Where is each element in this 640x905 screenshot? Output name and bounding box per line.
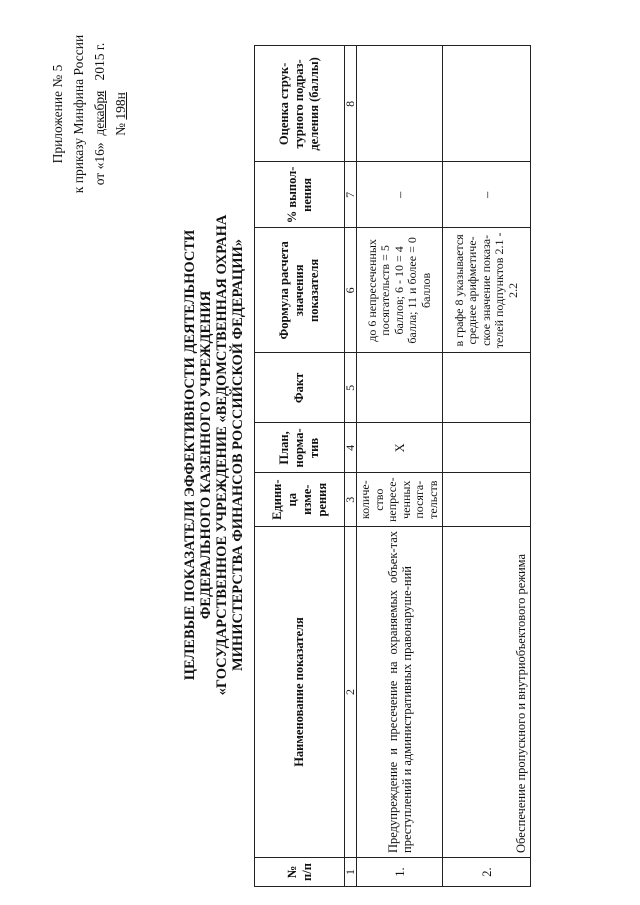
title-line: «ГОСУДАРСТВЕННОЕ УЧРЕЖДЕНИЕ «ВЕДОМСТВЕННАЯ ОХРАНА [214, 214, 230, 696]
column-number: 3 [345, 473, 357, 527]
row-plan [443, 423, 531, 473]
header-num: № п/п [255, 858, 345, 887]
appendix-header [47, 14, 131, 214]
row-percent: – [357, 162, 443, 228]
column-numbers-row [345, 46, 357, 887]
table-row [357, 46, 443, 887]
date-year: 2015 г. [92, 42, 107, 81]
row-unit [443, 473, 531, 527]
title-line: МИНИСТЕРСТВА ФИНАНСОВ РОССИЙСКОЙ ФЕДЕРАЦИИ» [230, 238, 246, 672]
header-fact: Факт [255, 353, 345, 423]
column-number: 6 [345, 228, 357, 353]
appendix-order-ref: к приказу Минфина России [71, 34, 86, 194]
row-num: 1. [357, 858, 443, 887]
header-score: Оценка струк-турного подраз-деления (баллы) [255, 46, 345, 162]
order-number: № 198н [113, 92, 128, 136]
table-row [443, 46, 531, 887]
header-percent: % выпол-нения [255, 162, 345, 228]
date-month: декабря [92, 90, 107, 136]
row-fact [357, 353, 443, 423]
row-unit: количе-ство непресе-ченных посяга-тельств [357, 473, 443, 527]
header-formula: Формула расчета значения показателя [255, 228, 345, 353]
header-unit: Едини-ца изме-рения [255, 473, 345, 527]
column-number: 2 [345, 527, 357, 858]
row-name: Обеспечение пропускного и внутриобъектового режима [443, 527, 531, 858]
column-number: 4 [345, 423, 357, 473]
date-day: 16 [92, 149, 107, 163]
column-number: 1 [345, 858, 357, 887]
row-score [443, 46, 531, 162]
column-number: 8 [345, 46, 357, 162]
table-header-row [255, 46, 345, 887]
column-number: 5 [345, 353, 357, 423]
title-line: ФЕДЕРАЛЬНОГО КАЗЕННОГО УЧРЕЖДЕНИЯ [198, 290, 214, 620]
row-plan: Х [357, 423, 443, 473]
column-number: 7 [345, 162, 357, 228]
row-score [357, 46, 443, 162]
indicators-table [254, 45, 531, 887]
row-percent: – [443, 162, 531, 228]
document-title [182, 165, 246, 745]
appendix-number: Приложение № 5 [50, 64, 65, 164]
title-line: ЦЕЛЕВЫЕ ПОКАЗАТЕЛИ ЭФФЕКТИВНОСТИ ДЕЯТЕЛЬНОСТИ [182, 229, 198, 681]
row-formula: в графе 8 указывается среднее арифметиче-ское значение показа-телей подпунктов 2.1 - 2.2 [443, 228, 531, 353]
row-formula: до 6 непресеченных посягательств = 5 баллов; 6 - 10 = 4 балла; 11 и более = 0 баллов [357, 228, 443, 353]
header-name: Наименование показателя [255, 527, 345, 858]
appendix-date: от «16» декабря 2015 г. [92, 42, 107, 186]
order-number-value: 198н [113, 92, 128, 120]
header-plan: План, норма-тив [255, 423, 345, 473]
row-name: Предупреждение и пресечение на охраняемых объек-тах преступлений и административных правонаруше-ний [357, 527, 443, 858]
row-num: 2. [443, 858, 531, 887]
row-fact [443, 353, 531, 423]
